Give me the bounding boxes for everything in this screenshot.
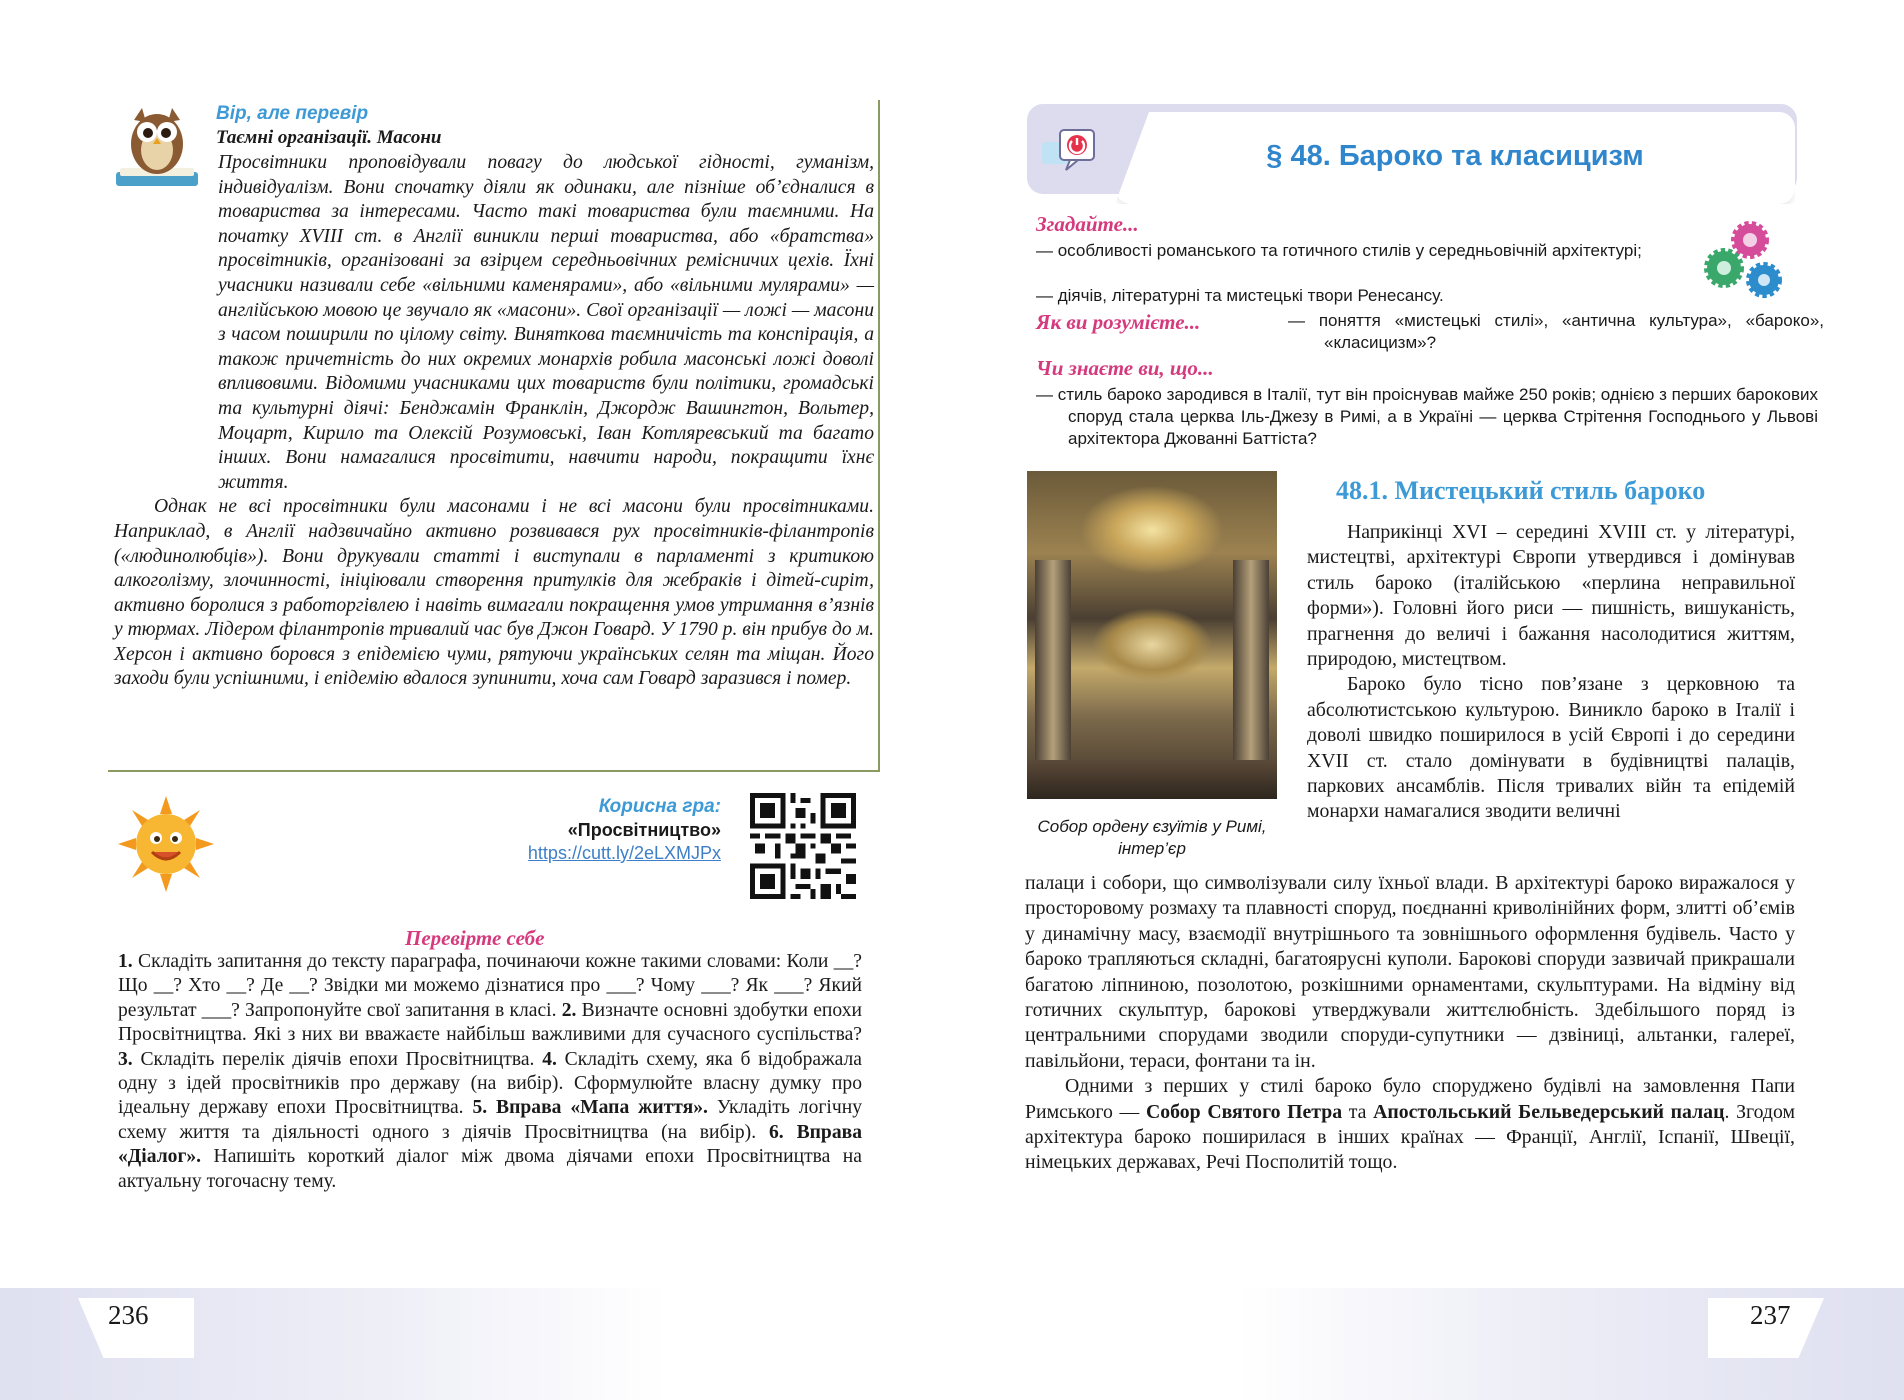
remember-item-1: — особливості романського та готичного стилів у середньовічній архітектурі; — [1036, 241, 1642, 260]
task-text: Визначте основні здобутки епохи Просвітництва. Які з них ви вважаєте найбільш важливими для сучасного суспільства? — [118, 999, 862, 1046]
check-text — [118, 950, 862, 1194]
photo-floor — [1027, 760, 1277, 799]
bottom-band — [0, 1288, 1904, 1400]
qr-code[interactable] — [750, 793, 856, 899]
game-label: Корисна гра: — [598, 796, 721, 817]
remember-label: Згадайте... — [1036, 212, 1139, 236]
game-link[interactable]: https://cutt.ly/2eLXMJPx — [527, 843, 721, 863]
game-title: «Просвітництво» — [567, 820, 721, 840]
check-title: Перевірте себе — [405, 926, 545, 950]
gears-icon — [1700, 218, 1788, 302]
sun-icon — [118, 796, 214, 892]
understand-text: — поняття «мистецькі стилі», «антична культура», «бароко», «класицизм»? — [1288, 311, 1824, 352]
task-number: 4. — [542, 1048, 557, 1070]
task-number: 2. — [561, 999, 577, 1021]
understand-label: Як ви розумієте... — [1036, 310, 1201, 334]
paragraph-3 — [1025, 1074, 1795, 1176]
know-label: Чи знаєте ви, що... — [1036, 356, 1214, 380]
page-number-left: 236 — [108, 1300, 149, 1330]
belvedere-bold: Апостольський Бельведерський палац — [1373, 1100, 1725, 1123]
box-paragraph-1: Просвітники проповідували повагу до людської гідності, гуманізм, індивідуалізм. Вони спочатку діяли як одинаки, але пізніше об’єдналися в товариства за інтересами. Часто такі товариства були таємними. На початку XVIII ст. в Англії виникли перші товариства, або «братства» просвітників, організовані за взірцем середньовічних ремісничих цехів. Їхні учасники називали себе «вільними каменярами», або «вільними мулярами» — англійською мовою це звучало як «масони». Свої організації — ложі — масони з часом поширили по цілому світу. Виняткова таємничість та конспірація, а також причетність до них окремих монархів робила масонські ложі доволі впливовими. Відомими учасниками цих товариств були політики, громадські та культурні діячі: Бенджамін Франклін, Джордж Вашингтон, Вольтер, Моцарт, Кирило та Олексій Розумовські, Іван Котляревський та багато інших. Вони намагалися просвітити, навчити народи, покращити їхнє життя. — [218, 152, 874, 493]
task-text: Складіть перелік діячів епохи Просвітництва. — [132, 1048, 543, 1070]
remember-item-2: — діячів, літературні та мистецькі твори Ренесансу. — [1036, 286, 1444, 305]
main-text-wide — [1025, 871, 1795, 1176]
paragraph-1: Наприкінці XVI – середині XVIII ст. у літературі, мистецтві, архітектурі Європи утвердився і домінував стиль бароко (італійською «перлина неправильної форми»). Головні його риси — пишність, вишуканість, прагнення до величі і бажання насолодитися життям, природою, мистецтвом. — [1307, 521, 1795, 671]
box-paragraph-2: Однак не всі просвітники були масонами і не всі масони були просвітниками. Наприклад, в Англії надзвичайно активно розвивався рух просвітників-філантропів («людинолюбців»). Вони друкували статті і виступали в парламенті з критикою алкоголізму, злочинності, ініціювали створення притулків для жебраків і дітей-сиріт, активно боролися з работоргівлею і навіть вимагали покращення умов утримання в’язнів у тюрмах. Лідером філантропів тривалий час був Джон Говард. У 1790 р. він прибув до м. Херсон і активно боровся з епідемією чуми, рятуючи українських селян та міщан. Його заходи були успішними, і епідемію вдалося зупинити, хоча сам Говард заразився і помер. — [114, 496, 874, 690]
st-peter-bold: Собор Святого Петра — [1145, 1100, 1343, 1123]
task-text: Укладіть логічну схему життя та діяльності одного з діячів Просвітництва (на вибір). — [118, 1097, 862, 1143]
paragraph-2a: Бароко було тісно пов’язане з церковною та абсолютистською культурою. Виникло бароко в Італії і доволі швидко поширилося в усій Європі і до середини XVII ст. стало домінувати в будівництві палаців, паркових ансамблів. Після тривалих війн та епідемій монархи намагалися зводити величні — [1307, 673, 1795, 823]
paragraph-3-start: Одними з перших у стилі бароко було споруджено будівлі на замовлення Папи Римського — — [1025, 1075, 1795, 1123]
photo-column-right — [1233, 560, 1269, 790]
page-title: § 48. Бароко та класицизм — [1266, 140, 1644, 172]
box-subheading: Таємні організації. Масони — [216, 127, 442, 148]
task-text: Складіть запитання до тексту параграфа, починаючи кожне такими словами: Коли __? Що __? Хто __? Де __? Звідки ми можемо дізнатися про ___? Чому ___? Як ___? Який результат ___? Запропонуйте свої запитання в класі. — [118, 951, 862, 1021]
task-number: 6. Вправа «Діалог». — [118, 1121, 863, 1168]
section-title: 48.1. Мистецький стиль бароко — [1336, 476, 1706, 505]
photo-caption: Собор ордену єзуїтів у Римі, інтер’єр — [1037, 817, 1267, 858]
task-number: 5. Вправа «Мапа життя». — [472, 1097, 708, 1119]
paragraph-3-end: . Згодом архітектура бароко поширилася в інших країнах — Франції, Англії, Іспанії, Швеції, німецьких державах, Речі Посполитій тощо. — [1025, 1100, 1796, 1174]
know-text: — стиль бароко зародився в Італії, тут він проіснував майже 250 років; однією з перших барокових споруд стала церква Іль-Джезу в Римі, а в Україні — церква Стрітення Господнього у Львові архітектора Джованні Баттіста? — [1036, 385, 1818, 448]
main-text-narrow — [1307, 520, 1795, 825]
chat-icon — [1040, 128, 1098, 178]
paragraph-2b: палаци і собори, що символізували силу їхньої влади. В архітектурі бароко виражалося у просторовому розмаху та плавності споруд, поєднанні криволінійних форм, злитті об’ємів у динамічну масу, взаємодії внутрішнього та зовнішнього оформлення будівель. Часто у бароко трапляються складні, багатоярусні куполи. Барокові споруди зазвичай прикрашали багатою ліпниною, позолотою, розкішними орнаментами, скульптурами. На відміну від готичних скульптур, барокові утверджували життєлюбність. Здебільшого поряд із центральними спорудами зводили споруди-супутники — дзвіниці, альтанки, галереї, павільйони, тераси, фонтани та ін. — [1025, 872, 1795, 1072]
photo-column-left — [1035, 560, 1071, 790]
box-text — [114, 151, 874, 692]
box-heading: Вір, але перевір — [216, 103, 369, 124]
paragraph-3-mid: та — [1342, 1100, 1374, 1123]
task-number: 1. — [118, 951, 133, 972]
page-number-right: 237 — [1750, 1300, 1791, 1330]
task-text: Напишіть короткий діалог між двома діячами епохи Просвітництва на актуальну тогочасну тему. — [118, 1146, 862, 1192]
task-text: Складіть схему, яка б відображала одну з ідей просвітників про державу (на вибір). Сформулюйте власну думку про ідеальну державу епохи Просвітництва. — [118, 1048, 862, 1119]
task-number: 3. — [118, 1048, 133, 1070]
